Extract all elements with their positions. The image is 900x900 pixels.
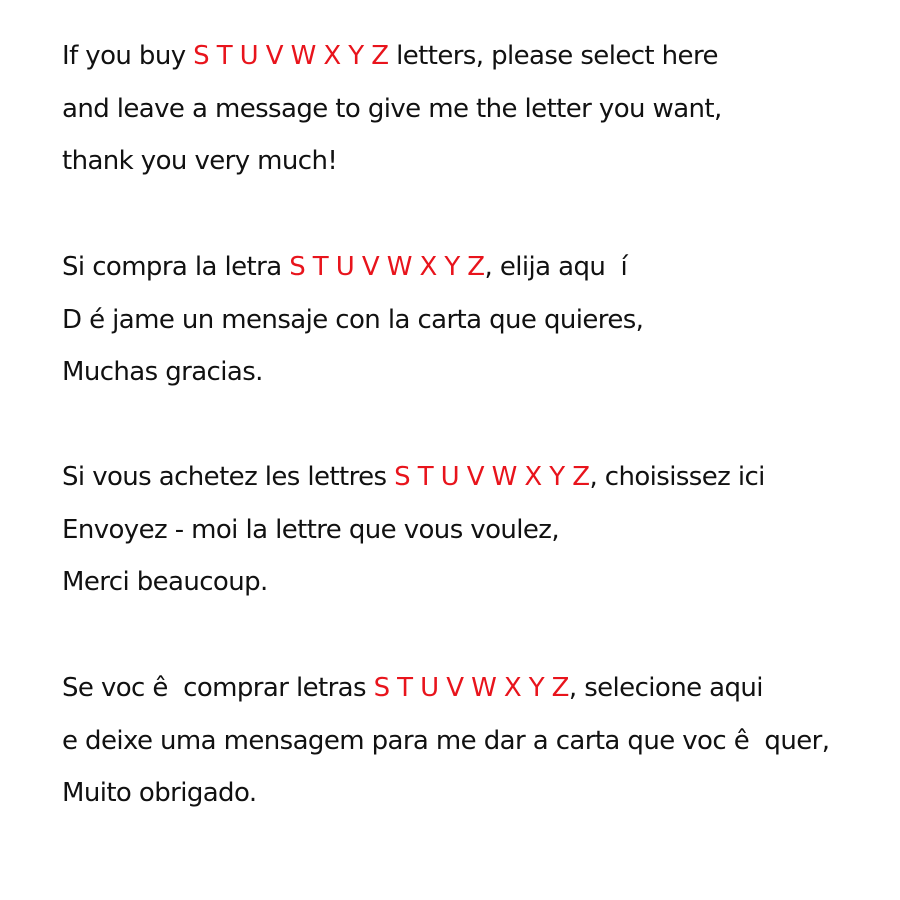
english-line-2: and leave a message to give me the letter you want, [62,94,722,124]
spanish-line-1-suffix: , elija aqu í [484,252,628,282]
spanish-line-1-prefix: Si compra la letra [62,252,290,282]
french-letter-range: S T U V W X Y Z [394,462,590,492]
spanish-line-2: D é jame un mensaje con la carta que quieres, [62,305,644,335]
portuguese-line-1-suffix: , selecione aqui [568,673,763,703]
portuguese-line-1-prefix: Se voc ê comprar letras [62,673,374,703]
english-line-3: thank you very much! [62,146,338,176]
english-letter-range: S T U V W X Y Z [193,41,389,71]
english-line-1-suffix: letters, please select here [388,41,718,71]
english-line-1 [62,40,718,72]
english-line-1-prefix: If you buy [62,41,194,71]
french-line-1 [62,461,765,493]
spanish-line-3: Muchas gracias. [62,357,263,387]
french-line-1-prefix: Si vous achetez les lettres [62,462,395,492]
portuguese-line-1 [62,672,763,704]
portuguese-line-2: e deixe uma mensagem para me dar a carta que voc ê quer, [62,726,830,756]
portuguese-line-3: Muito obrigado. [62,778,257,808]
spanish-line-1 [62,251,627,283]
french-line-1-suffix: , choisissez ici [589,462,765,492]
spanish-letter-range: S T U V W X Y Z [289,252,485,282]
french-line-3: Merci beaucoup. [62,567,268,597]
portuguese-letter-range: S T U V W X Y Z [373,673,569,703]
french-line-2: Envoyez - moi la lettre que vous voulez, [62,515,560,545]
